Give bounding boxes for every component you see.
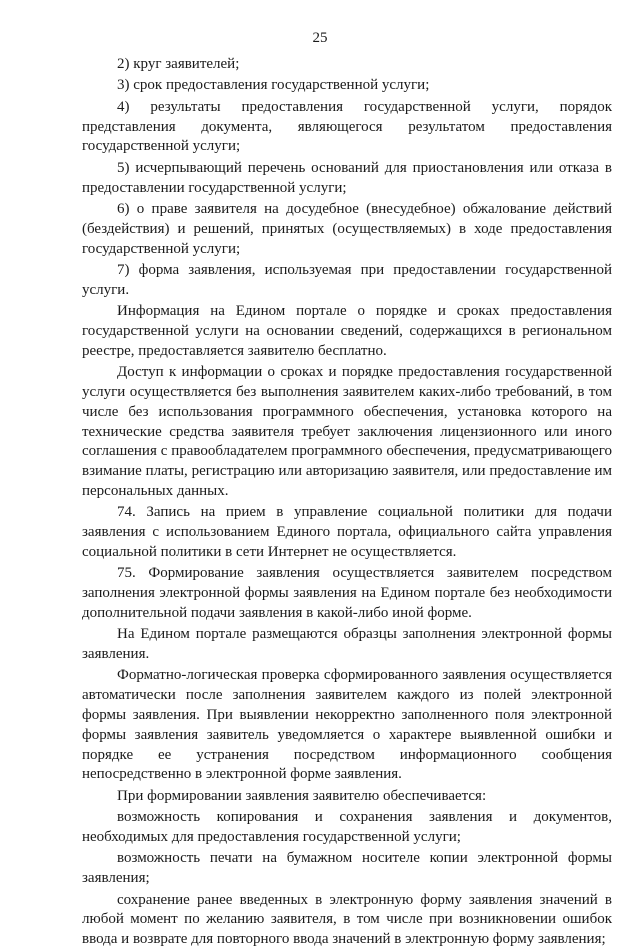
- paragraph-item-7: 7) форма заявления, используемая при предоставлении государственной услуги.: [82, 261, 612, 298]
- paragraph-item-6: 6) о праве заявителя на досудебное (внесудебное) обжалование действий (бездействия) и решений, принятых (осуществляемых) в ходе предоставления государственной услуги;: [82, 200, 612, 257]
- paragraph-copy-save: возможность копирования и сохранения заявления и документов, необходимых для предоставления государственной услуги;: [82, 809, 612, 845]
- paragraph-clause-75: 75. Формирование заявления осуществляется заявителем посредством заполнения электронной формы заявления на Едином портале без необходимости дополнительной подачи заявления в какой-либо иной форме.: [82, 565, 612, 621]
- paragraph-item-5: 5) исчерпывающий перечень оснований для приостановления или отказа в предоставлении государственной услуги;: [82, 159, 612, 196]
- document-body: [82, 55, 612, 952]
- paragraph-save-values: сохранение ранее введенных в электронную форму заявления значений в любой момент по желанию заявителя, в том числе при возникновении ошибок ввода и возврате для повторного ввода значений в электронную форму заявления;: [82, 891, 612, 948]
- paragraph-samples: На Едином портале размещаются образцы заполнения электронной формы заявления.: [82, 626, 612, 663]
- paragraph-portal-info: Информация на Едином портале о порядке и сроках предоставления государственной услуги на основании сведений, содержащихся в региональном реестре, предоставляется заявителю бесплатно.: [82, 303, 612, 359]
- paragraph-print: возможность печати на бумажном носителе копии электронной формы заявления;: [82, 850, 612, 887]
- page-number: 25: [312, 30, 328, 46]
- paragraph-format-check: Форматно-логическая проверка сформированного заявления осуществляется автоматически после заполнения заявителем каждого из полей электронной формы заявления. При выявлении некорректно заполненного поля электронной формы заявления заявитель уведомляется о характере выявленной ошибки и порядке ее устранения посредством информационного сообщения непосредственно в электронной форме заявления.: [82, 667, 612, 783]
- paragraph-item-3: 3) срок предоставления государственной услуги;: [117, 77, 430, 94]
- paragraph-access-info: Доступ к информации о сроках и порядке предоставления государственной услуги осуществляется без выполнения заявителем каких-либо требований, в том числе без использования программного обеспечения, установка которого на технические средства заявителя требует заключения лицензионного или иного соглашения с правообладателем программного обеспечения, предусматривающего взимание платы, регистрацию или авторизацию заявителя, или предоставление им персональных данных.: [82, 364, 612, 499]
- paragraph-clause-74: 74. Запись на прием в управление социальной политики для подачи заявления с использованием Единого портала, официального сайта управления социальной политики в сети Интернет не осуществляется.: [82, 504, 612, 560]
- paragraph-item-2: 2) круг заявителей;: [117, 56, 240, 72]
- paragraph-item-4: 4) результаты предоставления государственной услуги, порядок представления документа, являющегося результатом предоставления государственной услуги;: [82, 98, 612, 155]
- paragraph-provided-heading: При формировании заявления заявителю обеспечивается:: [117, 787, 487, 804]
